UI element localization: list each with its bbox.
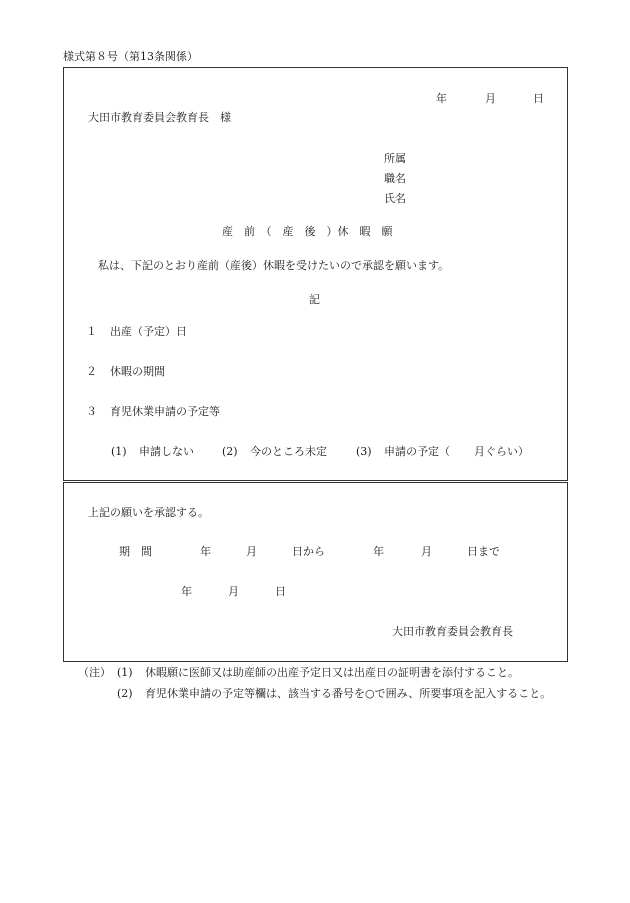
to-day: 日まで [467, 545, 500, 558]
approval-date-month: 月 [228, 585, 239, 598]
notes-label: （注） [78, 666, 111, 679]
option-2-num: (2) [222, 445, 238, 458]
date-day: 日 [533, 92, 544, 105]
option-2-label: 今のところ未定 [250, 445, 327, 458]
option-3-label: 申請の予定（ [384, 445, 450, 458]
body-text: 私は、下記のとおり産前（産後）休暇を受けたいので承認を願います。 [98, 259, 450, 272]
note-1-text: 休暇願に医師又は助産師の出産予定日又は出産日の証明書を添付すること。 [145, 666, 519, 679]
to-month: 月 [421, 545, 432, 558]
addressee: 大田市教育委員会教育長 様 [88, 111, 231, 124]
note-2-text: 育児休業申請の予定等欄は、該当する番号を○で囲み、所要事項を記入すること。 [145, 687, 552, 700]
date-month: 月 [485, 92, 496, 105]
form-label: 様式第８号（第13条関係） [63, 50, 198, 63]
applicant-affiliation: 所属 [384, 152, 406, 165]
item-2-label: 休暇の期間 [110, 365, 165, 378]
option-1-num: (1) [111, 445, 127, 458]
item-2-num: ２ [86, 365, 97, 378]
form-title: 産 前 （ 産 後 ）休 暇 願 [222, 225, 393, 238]
from-day: 日から [292, 545, 325, 558]
approval-date-day: 日 [275, 585, 286, 598]
note-2-num: (2) [117, 687, 133, 700]
item-3-num: ３ [86, 405, 97, 418]
date-year: 年 [436, 92, 447, 105]
to-year: 年 [373, 545, 384, 558]
option-1-label: 申請しない [139, 445, 194, 458]
option-3-tail: 月ぐらい） [474, 445, 529, 458]
applicant-name: 氏名 [384, 192, 406, 205]
option-3-num: (3) [356, 445, 372, 458]
ki-heading: 記 [309, 293, 320, 306]
approval-box [63, 482, 568, 662]
item-1-label: 出産（予定）日 [110, 325, 187, 338]
approval-text: 上記の願いを承認する。 [88, 506, 209, 519]
application-box [63, 67, 568, 481]
approval-date-year: 年 [181, 585, 192, 598]
note-1-num: (1) [117, 666, 133, 679]
period-label: 期 間 [119, 545, 152, 558]
item-3-label: 育児休業申請の予定等 [110, 405, 220, 418]
applicant-position: 職名 [384, 172, 406, 185]
signer: 大田市教育委員会教育長 [392, 625, 513, 638]
from-month: 月 [246, 545, 257, 558]
from-year: 年 [200, 545, 211, 558]
item-1-num: １ [86, 325, 97, 338]
